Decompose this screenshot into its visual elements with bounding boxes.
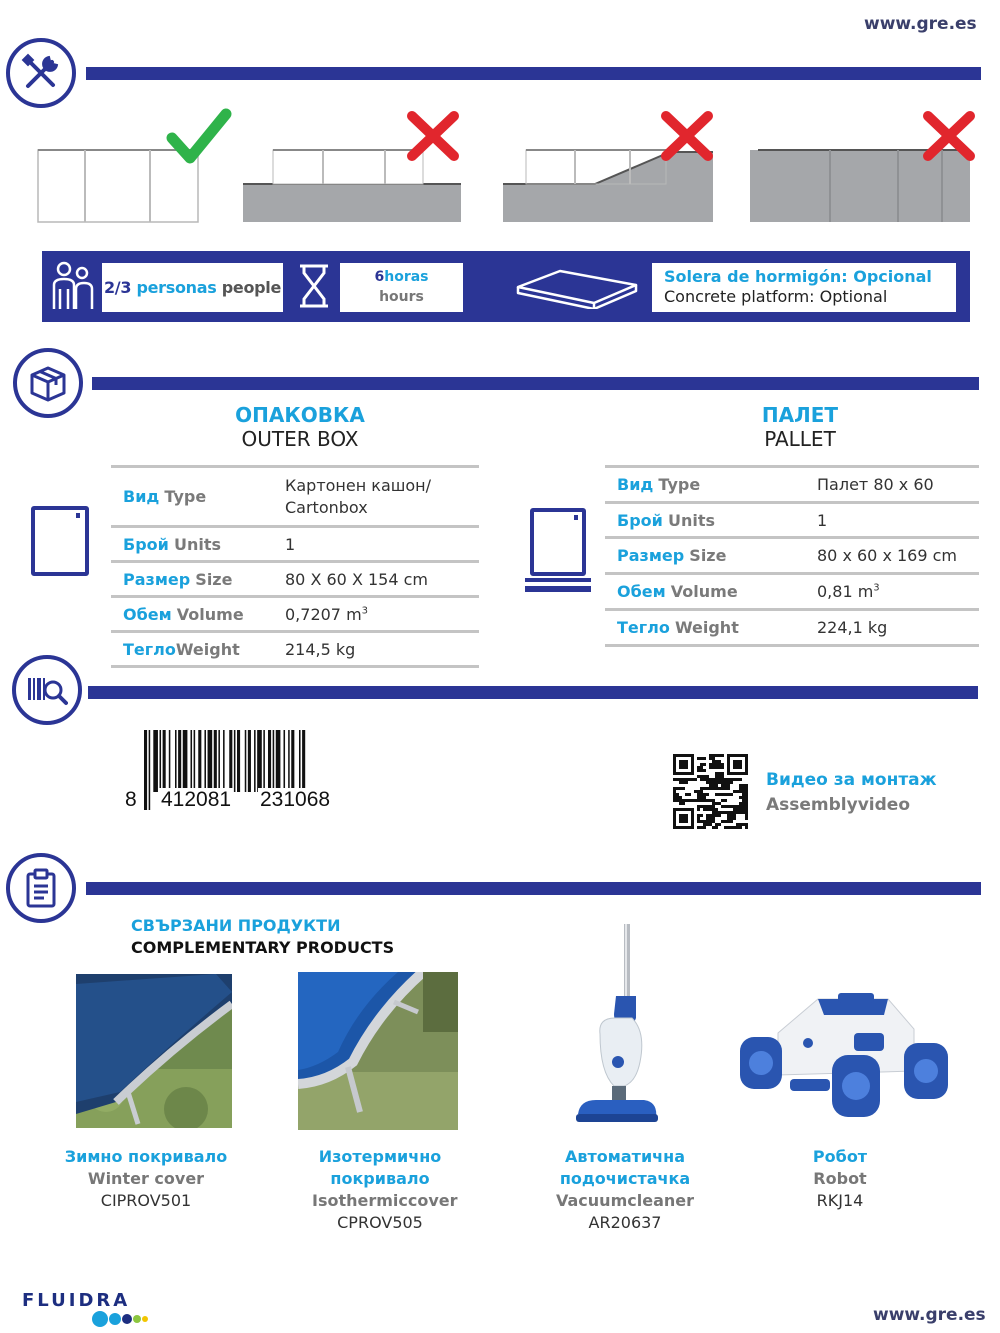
product-robot[interactable]	[790, 1146, 890, 1212]
pallet-title-bg: ПАЛЕТ	[761, 403, 839, 427]
product-name-en: Winter cover	[87, 1169, 205, 1188]
product-name-bg: Изотермично покривало	[318, 1147, 442, 1188]
weight-value: 224,1 kg	[805, 610, 979, 646]
check-icon	[172, 114, 226, 158]
product-vacuum-cleaner[interactable]	[500, 1146, 750, 1234]
workers-icon	[50, 259, 94, 315]
type-label-en: Type	[658, 475, 701, 494]
table-row	[605, 574, 979, 610]
product-isothermic-cover[interactable]	[312, 1146, 458, 1234]
type-value: Палет 80 x 60	[805, 467, 979, 503]
barcode-search-icon	[12, 655, 82, 725]
type-label-en: Type	[164, 487, 207, 506]
product-code: CPROV505	[337, 1213, 423, 1232]
people-es: personas	[136, 278, 217, 297]
table-row	[605, 467, 979, 503]
weight-label-en: Weight	[175, 639, 240, 659]
product-name-bg: Зимно покривало	[64, 1147, 228, 1166]
vacuum-cleaner-image[interactable]	[570, 922, 670, 1130]
flat-ground-panel	[38, 150, 198, 222]
units-value: 1	[273, 527, 479, 562]
outer-box-table	[111, 465, 479, 668]
winter-cover-image[interactable]	[76, 974, 232, 1128]
tools-icon	[6, 38, 76, 108]
cross-icon	[412, 116, 454, 156]
table-row	[111, 527, 479, 562]
platform-en: Concrete platform: Optional	[664, 287, 888, 306]
type-value: Картонен кашон/	[285, 475, 432, 495]
barcode-digits-right: 231068	[260, 788, 331, 811]
assembly-video-link[interactable]	[766, 768, 937, 818]
platform-es: Solera de hormigón: Opcional	[664, 267, 932, 286]
weight-value: 214,5 kg	[273, 632, 479, 667]
units-label-bg: Брой	[617, 510, 663, 530]
sunken-ground-panel	[750, 150, 970, 222]
outer-box-title-en: OUTER BOX	[241, 427, 359, 451]
outer-box-title-bg: ОПАКОВКА	[235, 403, 365, 427]
raised-ground-panel	[243, 150, 461, 222]
assembly-time	[340, 263, 463, 312]
type-label-bg: Вид	[123, 487, 160, 506]
size-label-en: Size	[195, 569, 233, 589]
product-winter-cover[interactable]	[60, 1146, 232, 1212]
table-row	[605, 538, 979, 574]
package-icon	[13, 348, 83, 418]
pallet-title	[700, 403, 900, 451]
weight-label-bg: Тегло	[123, 639, 176, 659]
type-value-2: Cartonbox	[285, 497, 368, 517]
complementary-title	[131, 915, 394, 959]
hourglass-icon	[297, 263, 331, 309]
units-label-bg: Брой	[123, 534, 169, 554]
barcode-digits-left: 412081	[161, 788, 232, 811]
table-row	[111, 597, 479, 632]
product-name-bg: Робот	[812, 1147, 868, 1166]
video-label-en: Assemblyvideo	[766, 795, 911, 815]
barcode-digit-first: 8	[125, 788, 137, 811]
website-url-top[interactable]: www.gre.es	[864, 14, 977, 34]
volume-unit-exponent: 3	[361, 605, 369, 617]
volume-value: 0,81 m	[817, 582, 874, 601]
pool-robot-image[interactable]	[738, 993, 950, 1119]
volume-label-bg: Обем	[123, 604, 172, 624]
size-label-en: Size	[689, 546, 727, 565]
section-divider-install	[86, 67, 981, 80]
volume-label-en: Volume	[176, 604, 244, 624]
terrain-requirements-illustration	[30, 100, 980, 230]
units-label-en: Units	[667, 510, 715, 530]
cross-icon	[666, 116, 708, 156]
weight-label-en: Weight	[674, 618, 739, 637]
pallet-icon	[525, 506, 591, 592]
fluidra-logo[interactable]	[22, 1290, 162, 1330]
complementary-title-bg: СВЪРЗАНИ ПРОДУКТИ	[131, 916, 341, 935]
people-en: people	[221, 278, 282, 297]
product-name-bg: Автоматична подочистачка	[559, 1147, 691, 1188]
product-name-en: Isothermiccover	[312, 1191, 458, 1210]
product-name-en: Vacuumcleaner	[556, 1191, 694, 1210]
product-code: CIPROV501	[100, 1191, 192, 1210]
logo-dots-icon	[90, 1310, 154, 1328]
brand-name: FLUIDRA	[22, 1290, 131, 1311]
pallet-table	[605, 465, 979, 647]
units-value: 1	[805, 503, 979, 538]
hours-es: horas	[384, 269, 429, 285]
size-value: 80 X 60 X 154 cm	[273, 562, 479, 597]
units-label-en: Units	[173, 534, 221, 554]
people-count: 2/3	[103, 278, 132, 297]
clipboard-icon	[6, 853, 76, 923]
pallet-title-en: PALLET	[764, 427, 836, 451]
hours-value: 6	[374, 269, 385, 285]
product-code: AR20637	[588, 1213, 662, 1232]
product-code: RKJ14	[816, 1191, 864, 1210]
website-url-bottom[interactable]: www.gre.es	[873, 1305, 986, 1325]
sloped-ground-panel	[503, 150, 713, 222]
size-value: 80 x 60 x 169 cm	[805, 538, 979, 574]
isothermic-cover-image[interactable]	[298, 972, 458, 1130]
concrete-platform-note	[652, 263, 956, 312]
people-required	[102, 263, 283, 312]
table-row	[111, 467, 479, 527]
hours-en: hours	[379, 289, 424, 305]
table-row	[605, 610, 979, 646]
type-label-bg: Вид	[617, 475, 654, 494]
volume-unit-exponent: 3	[873, 582, 880, 594]
size-label-bg: Размер	[123, 569, 191, 589]
section-divider-packaging	[92, 377, 979, 390]
complementary-title-en: COMPLEMENTARY PRODUCTS	[131, 938, 395, 957]
table-row	[111, 632, 479, 667]
table-row	[111, 562, 479, 597]
volume-label-bg: Обем	[617, 582, 666, 601]
volume-label-en: Volume	[670, 582, 738, 601]
ean-barcode	[124, 728, 356, 816]
section-divider-products	[86, 882, 981, 895]
outer-box-title	[200, 403, 400, 451]
concrete-slab-icon	[514, 265, 640, 309]
size-label-bg: Размер	[617, 546, 685, 565]
carton-box-icon	[31, 506, 89, 576]
table-row	[605, 503, 979, 538]
section-divider-barcode	[88, 686, 978, 699]
qr-code[interactable]	[673, 754, 748, 829]
installation-info-banner	[42, 251, 970, 322]
weight-label-bg: Тегло	[617, 618, 670, 637]
product-name-en: Robot	[813, 1169, 867, 1188]
volume-value: 0,7207 m	[285, 604, 362, 624]
video-label-bg: Видео за монтаж	[766, 770, 937, 790]
